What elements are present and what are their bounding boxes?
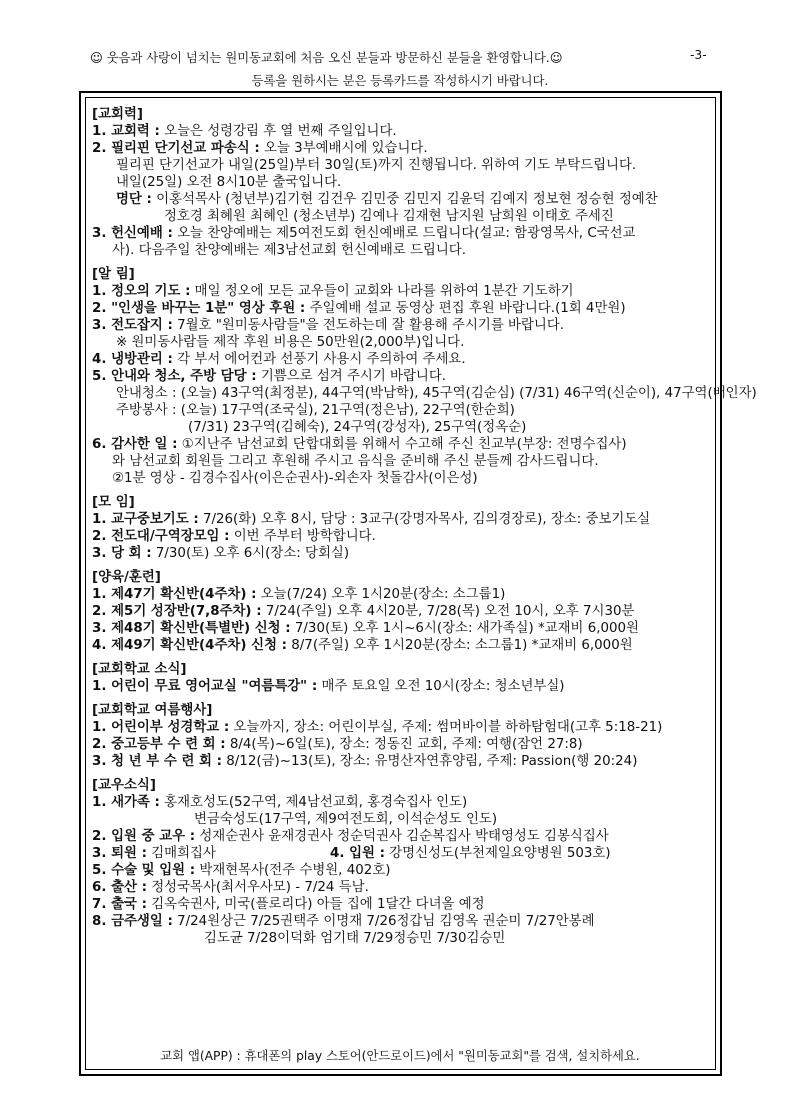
item-text: 7/24(주일) 오후 4시20분, 7/28(목) 오전 10시, 오후 7시30분 bbox=[261, 604, 635, 619]
item-text: 오늘(7/24) 오후 1시20분(장소: 소그룹1) bbox=[256, 587, 506, 602]
item-label: 3. 퇴원 : bbox=[92, 846, 147, 861]
item-text: 홍재호성도(52구역, 제4남선교회, 홍경숙집사 인도) bbox=[159, 795, 468, 810]
item-text: 김옥숙권사, 미국(플로리다) 아들 집에 1달간 다녀올 예정 bbox=[146, 897, 485, 912]
member-item-3 bbox=[92, 845, 330, 862]
section-title: [교회학교 소식] bbox=[92, 662, 187, 677]
notice-item-2 bbox=[92, 300, 718, 317]
school-item-1 bbox=[92, 678, 718, 695]
section-summer-events bbox=[92, 702, 718, 770]
guide-text: (오늘) 43구역(최정분), 44구역(박남학), 45구역(김순심) (7/31) 46구역(신순이), 47구역(배인자) bbox=[176, 386, 757, 401]
member-item-7 bbox=[92, 896, 718, 913]
section-title: [모 임] bbox=[92, 495, 135, 510]
section-title: [교회학교 여름행사] bbox=[92, 703, 213, 718]
calendar-item-2-line3: 내일(25일) 오전 8시10분 출국입니다. bbox=[116, 175, 342, 190]
notice-item-1 bbox=[92, 283, 718, 300]
app-footer: 교회 앱(APP) : 휴대폰의 play 스토어(안드로이드)에서 "원미동교회"를 검색, 설치하세요. bbox=[160, 1049, 640, 1063]
item-label: 3. 제48기 확신반(특별반) 신청 : bbox=[92, 621, 291, 636]
item-label: 2. 전도대/구역장모임 : bbox=[92, 529, 230, 544]
notice-item-5 bbox=[92, 368, 718, 385]
guide-cleaning bbox=[92, 385, 757, 402]
bulletin-content bbox=[92, 106, 757, 954]
item-text: 7월호 "원미동사람들"을 전도하는데 잘 활용해 주시기를 바랍니다. bbox=[172, 318, 565, 333]
item-label: 3. 당 회 : bbox=[92, 546, 152, 561]
training-item-3 bbox=[92, 620, 718, 637]
item-label: 2. 제5기 성장반(7,8주차) : bbox=[92, 604, 262, 619]
member-item-8 bbox=[92, 913, 718, 930]
item-text: 8/12(금)~13(토), 장소: 유명산자연휴양림, 주제: Passion(행 20:24) bbox=[222, 754, 638, 769]
item-label: 1. 새가족 : bbox=[92, 795, 160, 810]
notice-item-6-line3: ②1분 영상 - 김경수집사(이은순권사)-외손자 첫돌감사(이은성) bbox=[112, 471, 478, 486]
training-item-4 bbox=[92, 637, 718, 654]
member-item-6 bbox=[92, 879, 718, 896]
page-number: -3- bbox=[690, 48, 707, 62]
summer-item-1 bbox=[92, 719, 718, 736]
section-church-calendar bbox=[92, 106, 718, 259]
member-item-2 bbox=[92, 828, 718, 845]
member-item-1 bbox=[92, 794, 718, 811]
mission-roster-line2: 정호경 최혜원 최혜인 (청소년부) 김예나 김재현 남지원 남희원 이태호 주세진 bbox=[164, 209, 614, 224]
item-label: 4. 입원 : bbox=[330, 846, 385, 861]
member-item-4 bbox=[330, 845, 611, 862]
member-item-3-4 bbox=[92, 845, 718, 862]
section-title: [교회력] bbox=[92, 107, 144, 122]
item-label: 5. 수술 및 입원 : bbox=[92, 863, 196, 878]
section-member-news bbox=[92, 777, 718, 947]
item-label: 3. 청 년 부 수 련 회 : bbox=[92, 754, 223, 769]
section-title: [알 림] bbox=[92, 267, 135, 282]
item-label: 6. 출산 : bbox=[92, 880, 147, 895]
section-church-school bbox=[92, 661, 718, 695]
item-label: 1. 어린이 무료 영어교실 "여름특강" : bbox=[92, 679, 318, 694]
notice-item-4 bbox=[92, 351, 718, 368]
item-text: 기쁨으로 섬겨 주시기 바랍니다. bbox=[256, 369, 447, 384]
mission-roster bbox=[92, 191, 718, 208]
item-text: 매주 토요일 오전 10시(장소: 청소년부실) bbox=[317, 679, 565, 694]
roster-text: 이홍석목사 (청년부)김기현 김건우 김민중 김민지 김윤덕 김예지 정보현 정승현 정예찬 bbox=[151, 192, 658, 207]
item-text: 정성국목사(최서우사모) - 7/24 득남. bbox=[146, 880, 369, 895]
calendar-item-1 bbox=[92, 123, 718, 140]
member-item-1-line2: 변금숙성도(17구역, 제9여전도회, 이석순성도 인도) bbox=[194, 812, 498, 827]
item-label: 2. 필리핀 단기선교 파송식 : bbox=[92, 141, 260, 156]
item-label: 4. 제49기 확신반(4주차) 신청 : bbox=[92, 638, 288, 653]
training-item-2 bbox=[92, 603, 718, 620]
item-text: 오늘까지, 장소: 어린이부실, 주제: 썸머바이블 하하탐험대(고후 5:18-21) bbox=[229, 720, 663, 735]
item-label: 7. 출국 : bbox=[92, 897, 147, 912]
notice-item-3 bbox=[92, 317, 718, 334]
welcome-text: ☺ 웃음과 사랑이 넘치는 원미동교회에 처음 오신 분들과 방문하신 분들을 환영합니다.☺ bbox=[90, 51, 563, 65]
item-label: 2. 중고등부 수 련 회 : bbox=[92, 737, 226, 752]
guide-label: 안내청소 : bbox=[116, 386, 177, 401]
item-text: 주일예배 설교 동영상 편집 후원 바랍니다.(1회 4만원) bbox=[305, 301, 626, 316]
item-text: 박재현목사(전주 수병원, 402호) bbox=[195, 863, 391, 878]
item-text: 성재순권사 윤재경권사 정순덕권사 김순복집사 박태영성도 김봉식집사 bbox=[195, 829, 609, 844]
item-text: 7/30(토) 오후 6시(장소: 당회실) bbox=[151, 546, 350, 561]
item-text: 7/30(토) 오후 1시~6시(장소: 새가족실) *교재비 6,000원 bbox=[290, 621, 639, 636]
item-label: 6. 감사한 일 : bbox=[92, 437, 178, 452]
summer-item-2 bbox=[92, 736, 718, 753]
item-text: 오늘은 성령강림 후 열 번째 주일입니다. bbox=[159, 124, 397, 139]
meeting-item-3 bbox=[92, 545, 718, 562]
item-text: 오늘 찬양예배는 제5여전도회 헌신예배로 드립니다(설교: 함광영목사, C국선교 bbox=[172, 226, 636, 241]
section-meetings bbox=[92, 494, 718, 562]
item-label: 1. 제47기 확신반(4주차) : bbox=[92, 587, 257, 602]
calendar-item-3 bbox=[92, 225, 718, 242]
member-item-8-line2: 김도균 7/28이덕화 엄기태 7/29정승민 7/30김승민 bbox=[204, 931, 506, 946]
item-label: 4. 냉방관리 : bbox=[92, 352, 173, 367]
notice-item-3-note: ※ 원미동사람들 제작 후원 비용은 50만원(2,000부)입니다. bbox=[116, 335, 465, 350]
item-label: 8. 금주생일 : bbox=[92, 914, 173, 929]
item-label: 1. 교구중보기도 : bbox=[92, 512, 199, 527]
kitchen-text: (오늘) 17구역(조국실), 21구역(정은남), 22구역(한순희) bbox=[176, 403, 515, 418]
item-label: 2. "인생을 바꾸는 1분" 영상 후원 : bbox=[92, 301, 306, 316]
section-title: [교우소식] bbox=[92, 778, 156, 793]
item-text: 강명신성도(부천제일요양병원 503호) bbox=[384, 846, 611, 861]
notice-item-6-line2: 와 남선교회 회원들 그리고 후원해 주시고 음식을 준비해 주신 분들께 감사드립니다. bbox=[112, 454, 599, 469]
item-text: ①지난주 남선교회 단합대회를 위해서 수고해 주신 친교부(부장: 전명수집사) bbox=[177, 437, 627, 452]
item-text: 7/26(화) 오후 8시, 담당 : 3교구(강명자목사, 김의경장로), 장소: 중보기도실 bbox=[198, 512, 651, 527]
roster-label: 명단 : bbox=[116, 192, 152, 207]
item-text: 오늘 3부예배시에 있습니다. bbox=[259, 141, 428, 156]
item-text: 8/4(목)~6일(토), 장소: 정동진 교회, 주제: 여행(잠언 27:8) bbox=[225, 737, 583, 752]
item-text: 김매희집사 bbox=[146, 846, 216, 861]
section-training bbox=[92, 569, 718, 654]
calendar-item-2-line2: 필리핀 단기선교가 내일(25일)부터 30일(토)까지 진행됩니다. 위하여 기도 부탁드립니다. bbox=[116, 158, 637, 173]
section-notices bbox=[92, 266, 757, 487]
meeting-item-2 bbox=[92, 528, 718, 545]
item-label: 1. 어린이부 성경학교 : bbox=[92, 720, 230, 735]
item-label: 1. 정오의 기도 : bbox=[92, 284, 191, 299]
calendar-item-3-line2: 사). 다음주일 찬양예배는 제3남선교회 헌신예배로 드립니다. bbox=[112, 243, 466, 258]
item-text: 각 부서 에어컨과 선풍기 사용시 주의하여 주세요. bbox=[172, 352, 466, 367]
calendar-item-2 bbox=[92, 140, 718, 157]
item-label: 3. 헌신예배 : bbox=[92, 226, 173, 241]
item-label: 1. 교회력 : bbox=[92, 124, 160, 139]
kitchen-label: 주방봉사 : bbox=[116, 403, 177, 418]
summer-item-3 bbox=[92, 753, 718, 770]
item-label: 3. 전도잡지 : bbox=[92, 318, 173, 333]
item-text: 7/24원상근 7/25권택주 이명재 7/26정갑님 김영옥 권순미 7/27안봉례 bbox=[172, 914, 595, 929]
member-item-5 bbox=[92, 862, 718, 879]
kitchen-service-line2: (7/31) 23구역(김혜숙), 24구역(강성자), 25구역(정옥순) bbox=[188, 420, 527, 435]
item-label: 5. 안내와 청소, 주방 담당 : bbox=[92, 369, 257, 384]
meeting-item-1 bbox=[92, 511, 718, 528]
section-title: [양육/훈련] bbox=[92, 570, 161, 585]
item-text: 8/7(주일) 오후 1시20분(장소: 소그룹1) *교재비 6,000원 bbox=[287, 638, 633, 653]
register-text: 등록을 원하시는 분은 등록카드를 작성하시기 바랍니다. bbox=[251, 74, 549, 88]
item-text: 매일 정오에 모든 교우들이 교회와 나라를 위하여 1분간 기도하기 bbox=[190, 284, 574, 299]
item-text: 이번 주부터 방학합니다. bbox=[229, 529, 376, 544]
item-label: 2. 입원 중 교우 : bbox=[92, 829, 196, 844]
training-item-1 bbox=[92, 586, 718, 603]
kitchen-service bbox=[92, 402, 718, 419]
notice-item-6 bbox=[92, 436, 718, 453]
